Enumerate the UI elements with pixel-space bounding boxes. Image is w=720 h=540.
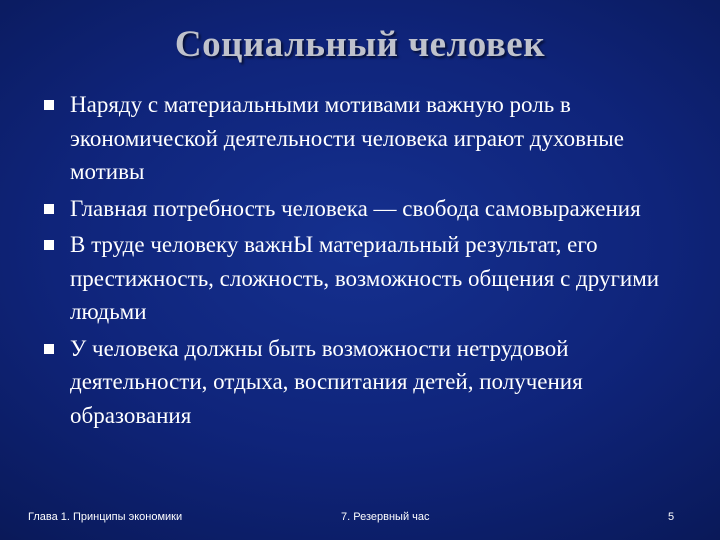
page-number: 5	[668, 511, 675, 523]
footer-section: 7. Резервный час	[341, 511, 430, 523]
square-bullet-icon	[44, 204, 54, 214]
bullet-text: Наряду с материальными мотивами важную роль в экономической деятельности человека играют духовные мотивы	[70, 92, 624, 184]
square-bullet-icon	[44, 100, 54, 110]
bullet-item	[44, 228, 684, 329]
bullet-item	[44, 192, 684, 226]
bullet-item	[44, 88, 684, 189]
bullet-text: В труде человеку важнЫ материальный результат, его престижность, сложность, возможность общения с другими людьми	[70, 232, 660, 324]
bullet-text: У человека должны быть возможности нетрудовой деятельности, отдыха, воспитания детей, получения образования	[70, 335, 583, 428]
slide-title: Социальный человек	[174, 24, 546, 65]
bullet-text: Главная потребность человека — свобода самовыражения	[70, 195, 641, 221]
square-bullet-icon	[44, 240, 54, 250]
square-bullet-icon	[44, 344, 54, 354]
footer-chapter: Глава 1. Принципы экономики	[28, 511, 183, 523]
bullet-item	[44, 332, 684, 433]
bullet-list	[44, 88, 684, 435]
